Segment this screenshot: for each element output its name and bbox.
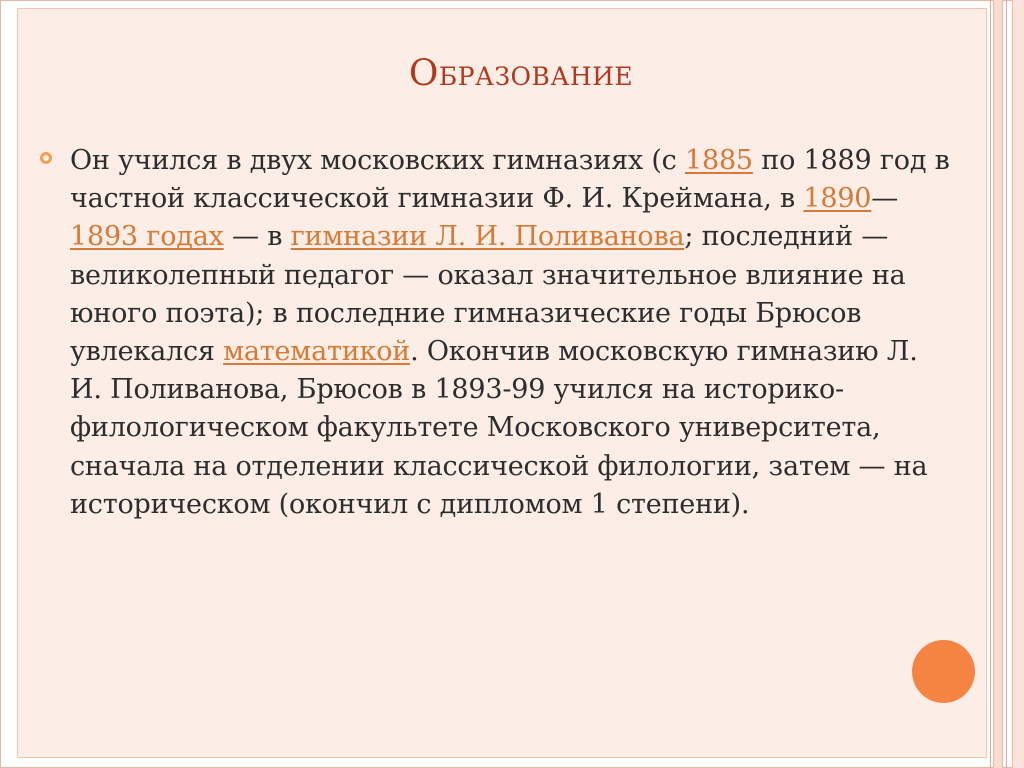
paragraph-text: Он учился в двух московских гимназиях (с	[70, 145, 685, 176]
link-polivanov-gymnasium[interactable]: гимназии Л. И. Поливанова	[290, 221, 685, 253]
slide-title: Образование	[408, 53, 634, 94]
link-1890[interactable]: 1890	[803, 183, 872, 215]
decorative-circle	[912, 640, 975, 703]
decorative-stripe	[990, 0, 991, 768]
decorative-stripe	[1012, 0, 1024, 768]
link-mathematics[interactable]: математикой	[223, 336, 411, 368]
paragraph-text: — в	[223, 221, 291, 253]
paragraph-text: ; последний — великолепный педагог — оказал значительное влияние на юного поэта); в последние гимназические годы Брюсов увлекался	[70, 221, 906, 368]
link-1893-years[interactable]: 1893 годах	[70, 221, 224, 253]
bullet-circle-icon	[40, 152, 52, 164]
paragraph-text: —	[871, 183, 899, 215]
decorative-stripe	[1006, 0, 1007, 768]
body-paragraph	[70, 142, 950, 524]
decorative-stripe	[993, 0, 1003, 768]
paragraph-text: . Окончив московскую гимназию Л. И. Поливанова, Брюсов в 1893-99 учился на историко-филологическом факультете Московского университета, сначала на отделении классической филологии, затем — на историческом (окончил с дипломом 1 степени).	[70, 336, 928, 520]
paragraph-text: по 1889 год в частной классической гимназии Ф. И. Креймана, в	[70, 145, 950, 215]
link-1885[interactable]: 1885	[685, 145, 753, 176]
